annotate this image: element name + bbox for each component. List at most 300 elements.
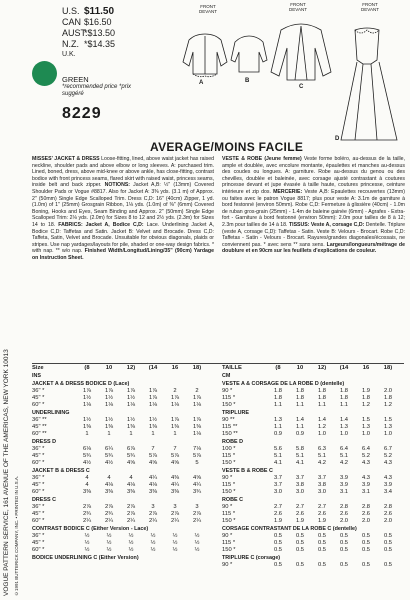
table-row <box>222 388 405 395</box>
table-row <box>32 533 214 540</box>
yardage-value: 0.5 <box>383 540 393 546</box>
yardage-value: 1 <box>151 431 155 437</box>
table-row <box>222 482 405 489</box>
yardage-value: 0.5 <box>383 562 393 568</box>
yardage-value: 1⅞ <box>82 388 92 394</box>
yardage-value: 7 <box>173 446 177 452</box>
size-column: 16 <box>362 365 370 371</box>
yardage-value: 1⅛ <box>82 402 92 408</box>
yardage-value: 7⅛ <box>192 446 202 452</box>
yardage-value: 1.8 <box>361 395 371 401</box>
yardage-value: 1⅞ <box>170 395 180 401</box>
figure-label: FRONT DEVANT <box>361 2 379 12</box>
fabric-width: 60" * <box>32 547 45 553</box>
yardage-value: 1.8 <box>317 395 327 401</box>
unit-label: INS <box>32 373 41 379</box>
yardage-value: 2.6 <box>273 511 283 517</box>
mercerie: MERCERIE: Veste A,B: Epaulettes recouvertes (13mm) ou faites avec le patron Vogue 8817; plus pour veste A: 3.1m de garniture à bord festonné (environ 50mm). Robe C,D: Fermeture à glissière (40cm) - 1.0m de ruban gros-grain (25mm) - 1.4m de baleine gainée (6mm) - Agrafes - Extra-fort - Garniture à bord festonné (environ 50mm): 2.0m pour tailles de 8 à 12; 2.3m pour tailles de 14 à 18. <box>222 188 405 228</box>
yardage-value: 3.0 <box>273 489 283 495</box>
yardage-value: 5¾ <box>104 453 114 459</box>
yardage-value: 1.8 <box>339 395 349 401</box>
yardage-value: 5.6 <box>273 446 283 452</box>
yardage-value: 1⅞ <box>192 417 202 423</box>
yardage-value: 1.0 <box>339 431 349 437</box>
yardage-value: ½ <box>150 540 156 546</box>
price-currency: N.Z. <box>62 39 79 49</box>
yardage-value: 3.7 <box>273 475 283 481</box>
section-title: VESTE A & CORSAGE DE LA ROBE D (dentelle) <box>222 381 345 387</box>
yardage-value: 2¼ <box>126 518 136 524</box>
yardage-value: 5.2 <box>361 453 371 459</box>
yardage-value: 4.1 <box>295 460 305 466</box>
yardage-value: 3⅜ <box>82 489 92 495</box>
size-column: 12) <box>317 365 327 371</box>
fabric-width: 115 * <box>222 482 236 488</box>
fabric-width: 115 ** <box>222 424 238 430</box>
yardage-value: 2.8 <box>383 504 393 510</box>
table-row <box>32 402 214 409</box>
table-row <box>32 388 214 395</box>
yardage-value: 1⅞ <box>170 417 180 423</box>
price-row <box>62 6 115 17</box>
fabric-width: 115 * <box>222 511 236 517</box>
fabric-width: 60" * <box>32 402 45 408</box>
largeurs-note: Largeurs/longueurs/métrage de doublure et en 90cm sur les feuillets d'explications de couleur. <box>222 241 405 255</box>
yardage-value: 1⅜ <box>126 424 136 430</box>
yardage-value: 1.4 <box>339 417 349 423</box>
yardage-value: 3.1 <box>361 489 371 495</box>
fabric-width: 90 * <box>222 504 233 510</box>
yardage-value: 1⅛ <box>148 402 158 408</box>
yardage-value: 1.5 <box>383 417 393 423</box>
yardage-value: 1.8 <box>383 395 393 401</box>
yardage-value: 0.5 <box>295 562 305 568</box>
yardage-value: ½ <box>172 533 178 539</box>
section-title: CORSAGE CONTRASTANT DE LA ROBE C (dentelle) <box>222 526 357 532</box>
yardage-value: 2.8 <box>361 504 371 510</box>
yardage-value: 4.2 <box>317 460 327 466</box>
yardage-value: 1.2 <box>383 402 393 408</box>
size-header-row <box>32 365 214 372</box>
fabric-width: 45" * <box>32 453 45 459</box>
pattern-number: 8229 <box>62 105 102 122</box>
yardage-value: 1.8 <box>317 388 327 394</box>
yardage-value: 6.7 <box>383 446 393 452</box>
yardage-value: 5.8 <box>295 446 305 452</box>
yardage-value: 4⅜ <box>170 475 180 481</box>
yardage-value: 1⅛ <box>104 402 114 408</box>
size-column: (8 <box>84 365 90 371</box>
yardage-value: ½ <box>194 540 200 546</box>
fabric-width: 36" * <box>32 388 45 394</box>
size-header-row <box>222 365 405 372</box>
uk-label: U.K. <box>62 51 76 58</box>
table-row <box>222 562 405 569</box>
yardage-value: 2¼ <box>170 518 180 524</box>
yardage-value: 2.6 <box>317 511 327 517</box>
fabric-width: 36" * <box>32 533 45 539</box>
yardage-value: 6⅞ <box>126 446 136 452</box>
size-column: 10 <box>296 365 304 371</box>
size-column: 16 <box>171 365 179 371</box>
yardage-value: ½ <box>172 540 178 546</box>
fabric-width: 150 * <box>222 518 236 524</box>
yardage-value: 2 <box>195 388 199 394</box>
yardage-value: 3 <box>151 504 155 510</box>
yardage-value: 0.5 <box>339 547 349 553</box>
table-row <box>32 417 214 424</box>
yardage-value: 4 <box>129 475 133 481</box>
section-title: DRESS C <box>32 497 56 503</box>
table-row <box>222 424 405 431</box>
desc-heading: MISSES' JACKET & DRESS Loose-fitting, lined, above waist jacket has raised neckline, shoulder pads and above elbow or long sleeves. A: purchased trim. Lined, boned, dress, above mid-knee or above ankle, has close-fitting, contrast bodice with front princess seams, flared skirt with raised waist, princess seams, inside belt and back zipper. <box>32 156 214 189</box>
table-row <box>32 547 214 554</box>
section-title: JACKET A & DRESS BODICE D (Lace) <box>32 381 130 387</box>
yardage-value: 6.3 <box>317 446 327 452</box>
yardage-value: 5⅞ <box>170 453 180 459</box>
price-list <box>62 6 115 59</box>
yardage-value: 1.9 <box>361 388 371 394</box>
size-column: 12) <box>126 365 136 371</box>
yardage-value: 1.4 <box>317 417 327 423</box>
yardage-value: ½ <box>172 547 178 553</box>
yardage-value: 0.5 <box>361 540 371 546</box>
yardage-value: 4⅝ <box>192 475 202 481</box>
yardage-value: 2.7 <box>317 504 327 510</box>
view-letter: D <box>335 136 340 142</box>
yardage-value: 1 <box>173 431 177 437</box>
yardage-value: 0.5 <box>339 540 349 546</box>
yardage-value: 1⅜ <box>170 424 180 430</box>
yardage-value: ½ <box>128 533 134 539</box>
yardage-value: 1⅛ <box>192 431 202 437</box>
fabric-width: 36" * <box>32 446 45 452</box>
yardage-value: 5¾ <box>126 453 136 459</box>
yardage-value: 1.3 <box>383 424 393 430</box>
table-row <box>222 395 405 402</box>
yardage-value: 1⅞ <box>126 388 136 394</box>
yardage-value: 3⅜ <box>126 489 136 495</box>
yardage-value: 1⅛ <box>126 402 136 408</box>
yardage-value: 4.1 <box>273 460 283 466</box>
section-title: TRIPLURE <box>222 410 249 416</box>
view-letter: B <box>245 78 250 84</box>
yardage-value: 4½ <box>82 460 92 466</box>
yardage-value: 6.4 <box>339 446 349 452</box>
yardage-value: 0.5 <box>295 540 305 546</box>
garment-sketches <box>175 0 407 150</box>
yardage-value: 1.5 <box>361 417 371 423</box>
table-row <box>32 460 214 467</box>
table-row <box>222 504 405 511</box>
yardage-value: 1½ <box>104 417 114 423</box>
fabric-width: 115 * <box>222 453 236 459</box>
yardage-value: 6⅛ <box>82 446 92 452</box>
yardage-value: 0.5 <box>383 533 393 539</box>
yardage-value: 2.6 <box>383 511 393 517</box>
yardage-value: 4.3 <box>361 475 371 481</box>
price-value: *$14.35 <box>84 39 116 49</box>
yardage-value: ½ <box>194 547 200 553</box>
yardage-value: 4¼ <box>148 475 158 481</box>
yardage-value: 1⅜ <box>104 424 114 430</box>
yardage-value: 0.5 <box>339 562 349 568</box>
yardage-value: 2.0 <box>339 518 349 524</box>
fabric-width: 60" * <box>32 518 45 524</box>
table-row <box>32 475 214 482</box>
fabrics: FABRICS: Jacket A, Bodice C,D: Lace. Underlining Jacket A, Bodice C,D: Taffetas and Satin. Jacket B: Velvet and Brocade. Dress C,D: Taffeta, Satin, Velvet and Brocade. Unsuitable for obvious diagonals, plaids or stripes. Use nap yardages/layouts for pile, shaded or one-way design fabrics. * with nap. ** w/o nap. <box>32 221 214 255</box>
yardage-value: 2¾ <box>82 511 92 517</box>
yardage-value: 1⅞ <box>148 395 158 401</box>
yardage-value: ½ <box>84 540 90 546</box>
yardage-value: 6.4 <box>361 446 371 452</box>
price-value: $11.50 <box>84 6 115 17</box>
yardage-value: 1.9 <box>317 518 327 524</box>
size-column: (14 <box>339 365 349 371</box>
yardage-value: 2¼ <box>192 518 202 524</box>
table-row <box>222 540 405 547</box>
fabric-width: 150 ** <box>222 431 238 437</box>
yardage-value: 5.1 <box>273 453 283 459</box>
fabric-width: 90 ** <box>222 417 235 423</box>
yardage-value: 4.3 <box>361 460 371 466</box>
yardage-value: 1½ <box>148 417 158 423</box>
yardage-value: 2.7 <box>273 504 283 510</box>
yardage-value: 0.5 <box>317 540 327 546</box>
yardage-value: 2⅞ <box>170 511 180 517</box>
yardage-value: 0.5 <box>273 533 283 539</box>
yardage-value: 2¼ <box>104 518 114 524</box>
fabric-width: 150 * <box>222 547 236 553</box>
yardage-value: 5.1 <box>295 453 305 459</box>
yardage-table-metric <box>222 365 405 569</box>
view-letter: C <box>299 84 304 90</box>
fabric-width: 150 * <box>222 460 236 466</box>
price-value: $16.50 <box>84 17 112 27</box>
figure-label: FRONT DEVANT <box>199 4 217 14</box>
yardage-value: 4 <box>107 475 111 481</box>
section-title: UNDERLINING <box>32 410 70 416</box>
yardage-value: 3.9 <box>339 482 349 488</box>
size-column: (8 <box>275 365 281 371</box>
yardage-value: 1.2 <box>361 402 371 408</box>
table-row <box>32 511 214 518</box>
yardage-value: 3⅜ <box>170 489 180 495</box>
section-title: JACKET B & DRESS C <box>32 468 90 474</box>
yardage-value: 3 <box>173 504 177 510</box>
yardage-value: 3.0 <box>317 489 327 495</box>
yardage-value: 4.3 <box>383 460 393 466</box>
table-row <box>222 453 405 460</box>
price-row <box>62 28 115 39</box>
table-row <box>222 518 405 525</box>
notions: NOTIONS: Jacket A,B: ½" (13mm) Covered Shoulder Pads or Vogue #8817. Also for Jacket A: 3⅜ yds. (3.1 m) of Approx. 2" (50mm) Single Edge Scalloped Trim. Dress C,D: 16" (40cm) Zipper, 1 yd. (1.0m) of 1" (25mm) Grosgrain Ribbon, 1⅛ yds. (1.0m) of ⅜" (6mm) Covered Boning, Hooks and Eyes, Seam Binding and Approx. 2" (50mm) Single Edge Scalloped Trim: 2⅛ yds. (2.0m) for Sizes 8 to 12 and 2½ yds. (2.3m) for Sizes 14 to 18. <box>32 182 214 228</box>
fabric-width: 45" * <box>32 540 45 546</box>
yardage-value: 1.1 <box>295 424 305 430</box>
price-currency: U.S. <box>62 6 80 16</box>
table-row <box>32 540 214 547</box>
table-row <box>32 504 214 511</box>
yardage-value: 1⅞ <box>192 395 202 401</box>
yardage-value: 2¼ <box>82 518 92 524</box>
yardage-value: ½ <box>84 533 90 539</box>
yardage-value: 1.1 <box>273 424 283 430</box>
table-row <box>222 431 405 438</box>
yardage-value: 1.1 <box>295 402 305 408</box>
yardage-value: 3.9 <box>383 482 393 488</box>
yardage-value: 5⅞ <box>192 453 202 459</box>
garment-illustrations <box>175 0 407 150</box>
size-column: (14 <box>148 365 158 371</box>
yardage-value: 1.2 <box>317 424 327 430</box>
yardage-value: 0.5 <box>361 547 371 553</box>
yardage-value: 2.6 <box>295 511 305 517</box>
fabric-width: 60" * <box>32 460 45 466</box>
table-row <box>32 518 214 525</box>
yardage-value: 5.1 <box>317 453 327 459</box>
size-label: TAILLE <box>222 365 242 371</box>
yardage-value: 1 <box>129 431 133 437</box>
yardage-value: 2 <box>173 388 177 394</box>
yardage-value: 0.9 <box>273 431 283 437</box>
table-row <box>222 446 405 453</box>
side-publisher-strip <box>0 110 26 596</box>
yardage-value: 3.8 <box>295 482 305 488</box>
yardage-value: 0.5 <box>317 533 327 539</box>
fabric-width: 36" ** <box>32 417 47 423</box>
yardage-value: 1⅜ <box>148 424 158 430</box>
yardage-value: 1⅞ <box>104 388 114 394</box>
yardage-value: 1.3 <box>273 417 283 423</box>
yardage-value: 1½ <box>82 417 92 423</box>
table-row <box>32 446 214 453</box>
yardage-value: 1.3 <box>339 424 349 430</box>
yardage-value: 1⅜ <box>192 424 202 430</box>
yardage-value: 5⅞ <box>148 453 158 459</box>
yardage-value: 1⅜ <box>82 424 92 430</box>
yardage-value: 4.3 <box>383 475 393 481</box>
yardage-value: 1⅞ <box>148 388 158 394</box>
yardage-value: 1.1 <box>273 402 283 408</box>
difficulty-banner: AVERAGE/MOINS FACILE <box>150 140 304 154</box>
publisher-address: VOGUE PATTERN SERVICE, 161 AVENUE OF THE AMERICAS, NEW YORK 10013 <box>3 349 10 596</box>
yardage-value: 4.2 <box>339 460 349 466</box>
fabric-width: 60" * <box>32 489 45 495</box>
fabric-width: 45" * <box>32 511 45 517</box>
yardage-value: 2.0 <box>383 518 393 524</box>
table-row <box>32 489 214 496</box>
yardage-value: 2.6 <box>361 511 371 517</box>
yardage-value: ½ <box>128 547 134 553</box>
yardage-value: 1.3 <box>361 424 371 430</box>
yardage-value: 2⅞ <box>148 511 158 517</box>
yardage-value: 1.8 <box>273 395 283 401</box>
yardage-value: 0.5 <box>361 562 371 568</box>
yardage-value: 5¾ <box>82 453 92 459</box>
yardage-value: 4½ <box>104 460 114 466</box>
fabric-width: 90 * <box>222 475 233 481</box>
yardage-value: 0.5 <box>361 533 371 539</box>
yardage-value: 1.8 <box>339 388 349 394</box>
yardage-value: 1½ <box>82 395 92 401</box>
section-title: ROBE D <box>222 439 243 445</box>
yardage-value: 1½ <box>126 417 136 423</box>
yardage-value: 4⅝ <box>148 460 158 466</box>
view-letter: A <box>199 80 204 86</box>
section-title: BODICE UNDERLINING C (Either Version) <box>32 555 139 561</box>
size-column: 10 <box>105 365 113 371</box>
copyright-line: ©1991 BUTTERICK COMPANY, INC. • PRINTED IN U.S.A. <box>14 475 19 596</box>
price-currency: AUST. <box>62 28 88 38</box>
fabric-width: 90 * <box>222 533 233 539</box>
section-title: VESTE B & ROBE C <box>222 468 273 474</box>
size-column: 18) <box>383 365 393 371</box>
yardage-value: 4⅛ <box>104 482 114 488</box>
yardage-value: 2¼ <box>148 518 158 524</box>
yardage-table-imperial <box>32 365 214 562</box>
yardage-value: 3 <box>195 504 199 510</box>
yardage-value: 1⅛ <box>170 402 180 408</box>
yardage-value: 1½ <box>104 395 114 401</box>
section-title: DRESS D <box>32 439 56 445</box>
yardage-value: 0.5 <box>273 547 283 553</box>
yardage-value: ½ <box>106 533 112 539</box>
table-row <box>32 482 214 489</box>
fabric-width: 100 * <box>222 446 236 452</box>
green-dot-icon <box>32 61 57 86</box>
table-row <box>222 547 405 554</box>
table-row <box>32 453 214 460</box>
section-title: ROBE C <box>222 497 243 503</box>
fabric-width: 115 * <box>222 540 236 546</box>
price-value: *$13.50 <box>84 28 116 38</box>
yardage-value: 1.8 <box>295 388 305 394</box>
yardage-value: ½ <box>84 547 90 553</box>
yardage-value: 2.0 <box>361 518 371 524</box>
yardage-value: 4 <box>85 475 89 481</box>
yardage-value: 2⅞ <box>82 504 92 510</box>
yardage-value: ½ <box>106 547 112 553</box>
table-row <box>222 417 405 424</box>
fabric-width: 150 * <box>222 489 236 495</box>
yardage-value: 3⅜ <box>148 489 158 495</box>
table-row <box>222 475 405 482</box>
yardage-value: 0.5 <box>273 540 283 546</box>
yardage-value: 1.4 <box>295 417 305 423</box>
yardage-value: 0.9 <box>295 431 305 437</box>
yardage-value: 4⅛ <box>148 482 158 488</box>
fabric-width: 150 * <box>222 402 236 408</box>
uk-price-color: GREEN <box>62 75 89 84</box>
yardage-value: 0.5 <box>339 533 349 539</box>
finished-note: Finished Width/Longitud/Lining/35" (90cm) Yardage on Instruction Sheet. <box>32 248 214 261</box>
yardage-value: 0.5 <box>295 547 305 553</box>
fabric-width: 45" * <box>32 395 45 401</box>
yardage-value: 1.9 <box>295 518 305 524</box>
yardage-value: 5.2 <box>383 453 393 459</box>
table-row <box>222 489 405 496</box>
price-row <box>62 17 115 28</box>
yardage-value: 1 <box>85 431 89 437</box>
fabric-width: 45" ** <box>32 424 47 430</box>
recommended-price-note: *recommended price *prix suggéré <box>62 84 132 97</box>
yardage-value: 1.1 <box>317 402 327 408</box>
yardage-value: 1.8 <box>295 395 305 401</box>
yardage-value: 2.0 <box>383 388 393 394</box>
table-row <box>32 424 214 431</box>
fabric-width: 45" * <box>32 482 45 488</box>
yardage-value: 3.7 <box>295 475 305 481</box>
